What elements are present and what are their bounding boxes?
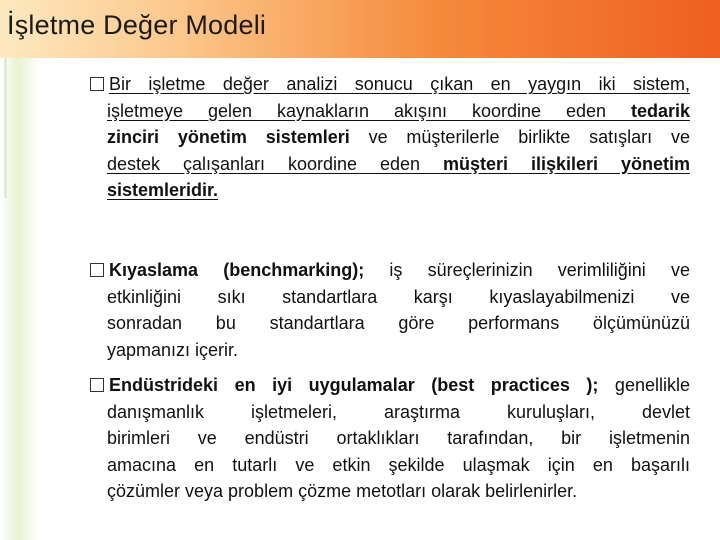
bullet-line (90, 71, 690, 98)
bullet-line (90, 372, 690, 399)
bullet-line (90, 425, 690, 452)
slide-title: İşletme Değer Modeli (7, 10, 267, 40)
bullet-text: iş süreçlerinizin verimliliğini ve (364, 260, 690, 280)
bullet-benchmarking (90, 257, 690, 363)
bullet-text: genellikle (598, 375, 690, 395)
bullet-text: sonradan bu standartlara göre performans ölçümünüzü (107, 313, 690, 333)
bullet-lead: Kıyaslama (benchmarking); (109, 260, 365, 280)
bullet-best-practices (90, 372, 690, 505)
bullet-box-icon (90, 263, 104, 277)
bullet-text: amacına en tutarlı ve etkin şekilde ulaşmak için en başarılı (107, 454, 690, 475)
bullet-line (90, 284, 690, 311)
bullet-text: destek çalışanları koordine eden müşteri ilişkileri yönetim (107, 153, 690, 174)
decorative-ribbon (0, 58, 40, 540)
bullet-text: çözümler veya problem çözme metotları olarak belirlenirler. (107, 481, 578, 501)
bullet-text: sistemleridir. (107, 180, 219, 200)
bullet-text: danışmanlık işletmeleri, araştırma kuruluşları, devlet (107, 401, 690, 422)
bullet-text: birimleri ve endüstri ortaklıkları tarafından, bir işletmenin (107, 428, 690, 448)
bullet-text: işletmeye gelen kaynakların akışını koordine eden tedarik (107, 100, 690, 121)
bullet-line (90, 478, 690, 505)
bullet-line (90, 98, 690, 125)
bullet-line (90, 452, 690, 479)
bullet-supply-chain-crm (90, 71, 690, 204)
bullet-box-icon (90, 378, 104, 392)
bullet-text: yapmanızı içerir. (107, 339, 239, 360)
bullet-text: zinciri yönetim sistemleri ve müşterilerle birlikte satışları ve (107, 127, 690, 147)
bullet-lead: Endüstrideki en iyi uygulamalar (best practices ); (109, 375, 599, 395)
bullet-line (90, 310, 690, 337)
bullet-text: Bir işletme değer analizi sonucu çıkan en yaygın iki sistem, (109, 74, 690, 94)
bullet-box-icon (90, 77, 104, 91)
bullet-line (90, 399, 690, 426)
bullet-line (90, 151, 690, 178)
bullet-line (90, 257, 690, 284)
title-bar (0, 0, 720, 58)
bullet-line (90, 337, 690, 364)
bullet-line (90, 124, 690, 151)
bullet-line (90, 177, 690, 204)
bullet-text: etkinliğini sıkı standartlara karşı kıyaslayabilmenizi ve (107, 286, 690, 307)
decorative-ribbon-line (4, 58, 7, 198)
